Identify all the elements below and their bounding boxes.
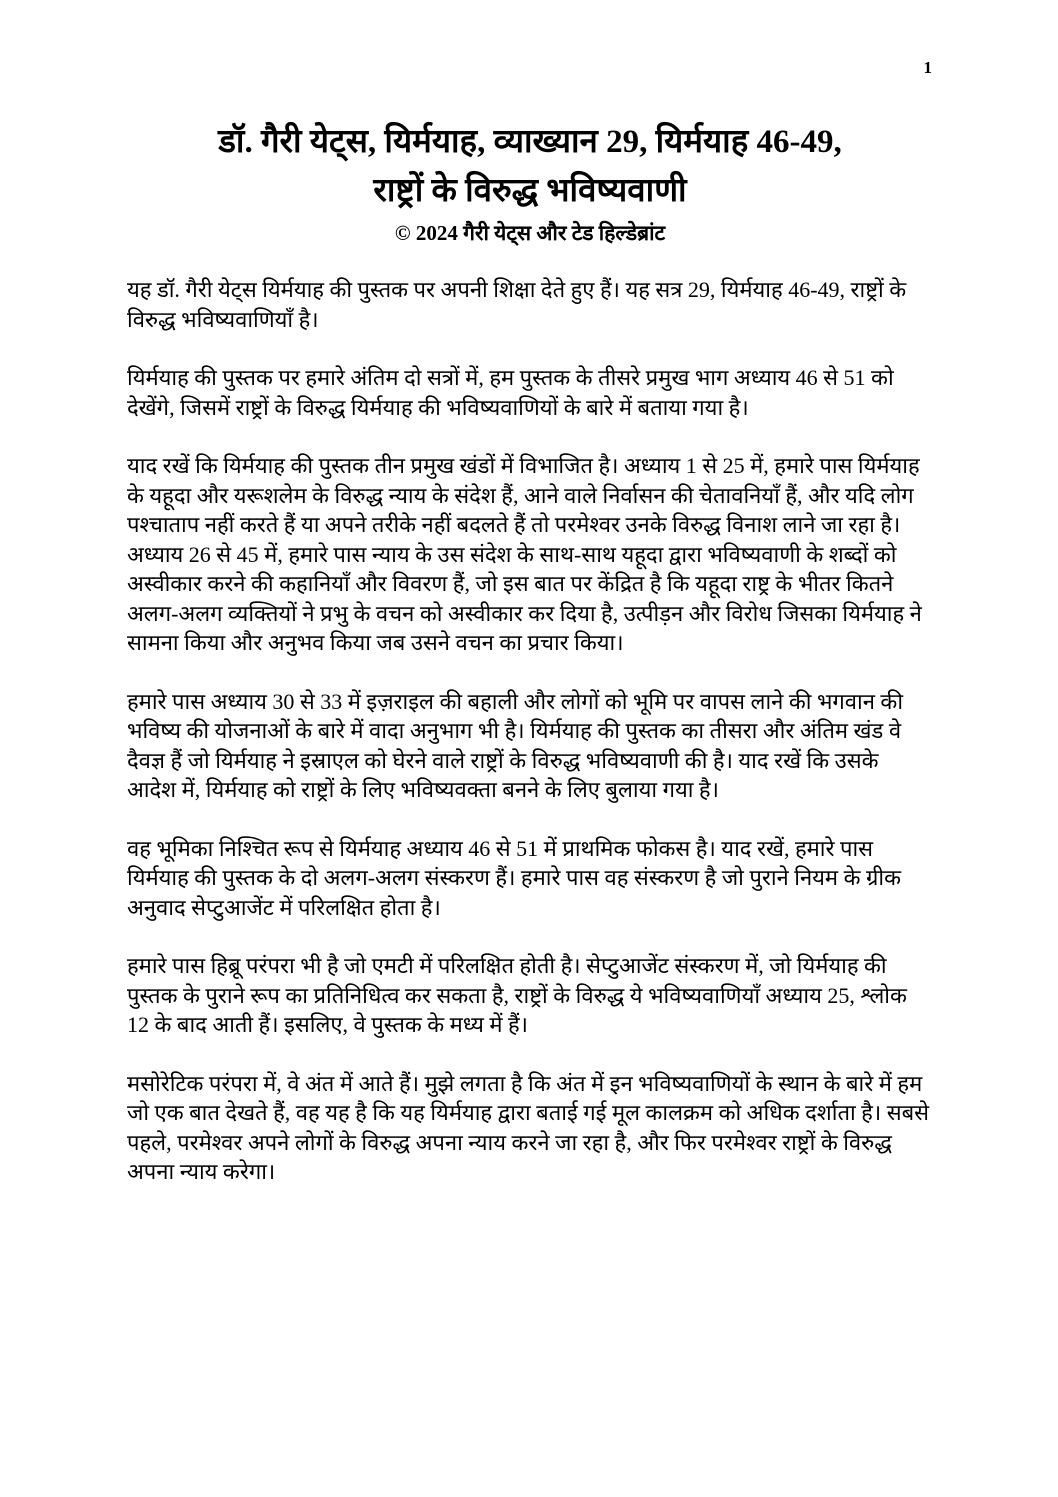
copyright-line: © 2024 गैरी येट्स और टेड हिल्डेब्रांट [394, 221, 666, 245]
title-line-1: डॉ. गैरी येट्स, यिर्मयाह, व्याख्यान 29, यिर्मयाह 46-49, [218, 124, 842, 160]
document-content [127, 118, 933, 1216]
page-number: 1 [923, 58, 932, 77]
paragraph-7: मसोरेटिक परंपरा में, वे अंत में आते हैं। मुझे लगता है कि अंत में इन भविष्यवाणियों के स्थान के बारे में हम जो एक बात देखते हैं, वह यह है कि यह यिर्मयाह द्वारा बताई गई मूल कालक्रम को अधिक दर्शाता है। सबसे पहले, परमेश्वर अपने लोगों के विरुद्ध अपना न्याय करने जा रहा है, और फिर परमेश्वर राष्ट्रों के विरुद्ध अपना न्याय करेगा। [127, 1070, 930, 1184]
body-text [127, 275, 933, 1187]
paragraph-5: वह भूमिका निश्चित रूप से यिर्मयाह अध्याय 46 से 51 में प्राथमिक फोकस है। याद रखें, हमारे पास यिर्मयाह की पुस्तक के दो अलग-अलग संस्करण हैं। हमारे पास वह संस्करण है जो पुराने नियम के ग्रीक अनुवाद सेप्टुआजेंट में परिलक्षित होता है। [127, 835, 901, 920]
paragraph-6: हमारे पास हिब्रू परंपरा भी है जो एमटी में परिलक्षित होती है। सेप्टुआजेंट संस्करण में, जो यिर्मयाह की पुस्तक के पुराने रूप का प्रतिनिधित्व कर सकता है, राष्ट्रों के विरुद्ध ये भविष्यवाणियाँ अध्याय 25, श्लोक 12 के बाद आती हैं। इसलिए, वे पुस्तक के मध्य में हैं। [127, 953, 907, 1037]
paragraph-4: हमारे पास अध्याय 30 से 33 में इज़राइल की बहाली और लोगों को भूमि पर वापस लाने की भगवान की भविष्य की योजनाओं के बारे में वादा अनुभाग भी है। यिर्मयाह की पुस्तक का तीसरा और अंतिम खंड वे दैवज्ञ हैं जो यिर्मयाह ने इस्राएल को घेरने वाले राष्ट्रों के विरुद्ध भविष्यवाणी की है। याद रखें कि उसके आदेश में, यिर्मयाह को राष्ट्रों के लिए भविष्यवक्ता बनने के लिए बुलाया गया है। [127, 688, 904, 802]
paragraph-3: याद रखें कि यिर्मयाह की पुस्तक तीन प्रमुख खंडों में विभाजित है। अध्याय 1 से 25 में, हमारे पास यिर्मयाह के यहूदा और यरूशलेम के विरुद्ध न्याय के संदेश हैं, आने वाले निर्वासन की चेतावनियाँ हैं, और यदि लोग पश्चाताप नहीं करते हैं या अपने तरीके नहीं बदलते हैं तो परमेश्वर उनके विरुद्ध विनाश लाने जा रहा है। अध्याय 26 से 45 में, हमारे पास न्याय के उस संदेश के साथ-साथ यहूदा द्वारा भविष्यवाणी के शब्दों को अस्वीकार करने की कहानियाँ और विवरण हैं, जो इस बात पर केंद्रित है कि यहूदा राष्ट्र के भीतर कितने अलग-अलग व्यक्तियों ने प्रभु के वचन को अस्वीकार कर दिया है, उत्पीड़न और विरोध जिसका यिर्मयाह ने सामना किया और अनुभव किया जब उसने वचन का प्रचार किया। [127, 453, 922, 655]
document-title [127, 118, 933, 216]
title-line-2: राष्ट्रों के विरुद्ध भविष्यवाणी [373, 173, 687, 209]
paragraph-1: यह डॉ. गैरी येट्स यिर्मयाह की पुस्तक पर अपनी शिक्षा देते हुए हैं। यह सत्र 29, यिर्मयाह 46-49, राष्ट्रों के विरुद्ध भविष्यवाणियाँ है। [127, 277, 907, 332]
paragraph-2: यिर्मयाह की पुस्तक पर हमारे अंतिम दो सत्रों में, हम पुस्तक के तीसरे प्रमुख भाग अध्याय 46 से 51 को देखेंगे, जिसमें राष्ट्रों के विरुद्ध यिर्मयाह की भविष्यवाणियों के बारे में बताया गया है। [127, 365, 894, 420]
